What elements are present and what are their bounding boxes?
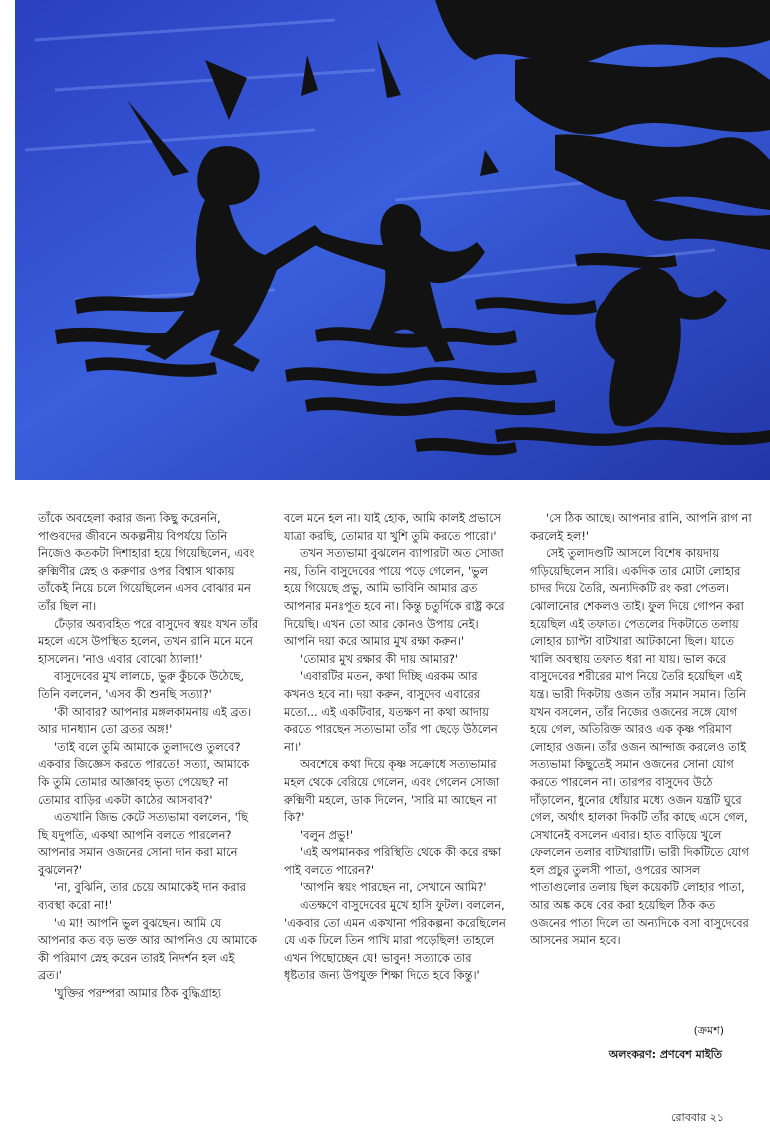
- paragraph: বাসুদেবের মুখ লালচে, ভুরু কুঁচকে উঠেছে, তিনি বললেন, 'এসব কী শুনছি সত্যা?': [38, 669, 244, 701]
- article-column-2: [284, 510, 506, 1058]
- illustration: [15, 0, 770, 480]
- continued-note: (ক্রমশ): [693, 1024, 724, 1037]
- paragraph: 'তাই বলে তুমি আমাকে তুলাদণ্ডে তুলবে? একবার জিজ্ঞেস করতে পারতে! সত্যা, আমাকে কি তুমি তোমার আজ্ঞাবহ ভৃত্য পেয়েছ? না তোমার বাড়ির একটা কাঠের আসবাব?': [38, 739, 250, 807]
- paragraph: 'সে ঠিক আছে। আপনার রানি, আপনি রাগ না করলেই হল!': [530, 511, 752, 543]
- illustration-credit: অলংকরণ: প্রণবেশ মাইতি: [608, 1048, 722, 1061]
- paragraph: 'বলুন প্রভু!': [300, 827, 354, 842]
- article-column-1: [38, 510, 260, 1058]
- paragraph: অবশেষে কথা দিয়ে কৃষ্ণ সক্রোধে সত্যভামার মহল থেকে বেরিয়ে গেলেন, এবং গেলেন সোজা রুক্মিণী মহলে, ডাক দিলেন, 'সারি মা আছেন না কি?': [284, 757, 500, 825]
- paragraph: 'এ মা! আপনি ভুল বুঝছেন। আমি যে আপনার কত বড় ভক্ত আর আপনিও যে আমাকে কী পরিমাণ স্নেহ করেন তারই নিদর্শন হল এই ব্রত।': [38, 915, 257, 983]
- paper-cut-silhouette-illustration: [15, 0, 770, 480]
- article-columns: [38, 510, 752, 1058]
- paragraph: 'না, বুঝিনি, তার চেয়ে আমাকেই দান করার ব্যবস্থা করো না!': [38, 880, 246, 913]
- paragraph: 'এই অপমানকর পরিস্থিতি থেকে কী করে রক্ষা পাই বলতে পারেন?': [284, 845, 501, 877]
- paragraph: 'কী আবার? আপনার মঙ্গলকামনায় এই ব্রত। আর দানধ্যান তো ব্রতর অঙ্গ!': [38, 704, 252, 737]
- paragraph: এতক্ষণে বাসুদেবের মুখে হাসি ফুটল। বললেন, 'একবার তো এমন একখানা পরিকল্পনা করেছিলেন যে এক ঢিলে তিন পাখি মারা পড়েছিল! তাহলে এখন পিছোচ্ছেন যে! ভাবুন! সত্যাকে তার ধৃষ্টতার জন্য উপযুক্ত শিক্ষা দিতে হবে কিন্তু।': [284, 898, 506, 983]
- paragraph: 'যুক্তির পরম্পরা আমার ঠিক বুদ্ধিগ্রাহ্য: [54, 986, 222, 1001]
- paragraph: তাঁকে অবহেলা করার জন্য কিছু করেননি, পাণ্ডবদের জীবনে অকল্পনীয় বিপর্যয়ে তিনি নিজেও কতকটা দিশাহারা হয়ে গিয়েছিলেন, এবং রুক্মিণীর স্নেহ ও করুণার ওপর বিশ্বাস থাকায় তাঁকেই নিয়ে চলে গিয়েছিলেন এসব বোঝার মন তাঁর ছিল না।: [38, 511, 255, 613]
- paragraph: সেই তুলাদণ্ডটি আসলে বিশেষ কায়দায় গড়িয়েছিলেন সারি। একদিক তার মোটা লোহার চাদর দিয়ে তৈরি, অন্যদিকটি রং করা পেতল। ঝোলানোর শেকলও তাই। ফুল দিয়ে গোপন করা হয়েছিল এই তফাত। পেতলের দিকটাতে তলায় লোহার চ্যাপ্টা বাটখারা আটকানো ছিল। যাতে খালি অবস্থায় তফাত ধরা না যায়। ভাল করে বাসুদেবের শরীরের মাপ নিয়ে তৈরি হয়েছিল এই যন্ত্র। ভারী দিকটায় ওজন তাঁর সমান সমান। তিনি যখন বসলেন, তাঁর নিজের ওজনের সঙ্গে যোগ হয়ে গেল, অতিরিক্ত আরও এক কৃষ্ণ পরিমাণ লোহার ওজন। তাঁর ওজন আন্দাজ করলেও তাই সত্যভামা কিছুতেই সমান ওজনের সোনা যোগ করতে পারলেন না। তারপর বাসুদেব উঠে দাঁড়ালেন, ধুনোর ধোঁয়ার মধ্যে ওজন যন্ত্রটি ঘুরে গেল, অর্থাৎ হালকা দিকটি তাঁর কাছে এসে গেল, সেখানেই বসলেন এবার। হাত বাড়িয়ে খুলে ফেললেন তলার বাটখারাটি। ভারী দিকটিতে যোগ হল প্রচুর তুলসী পাতা, ওপরের আসল পাতাগুলোর তলায় ছিল কয়েকটি লোহার পাতা, আর অঙ্ক কষে বের করা হয়েছিল ঠিক কত ওজনের পাতা দিলে তা অন্যদিকে বসা বাসুদেবের আসনের সমান হবে।: [530, 546, 749, 948]
- paragraph: বলে মনে হল না। যাই হোক, আমি কালই প্রভাসে যাত্রা করছি, তোমার যা খুশি তুমি করতে পারো।': [284, 511, 501, 543]
- paragraph: তখন সত্যভামা বুঝলেন ব্যাপারটা অত সোজা নয়, তিনি বাসুদেবের পায়ে পড়ে গেলেন, 'ভুল হয়ে গিয়েছে প্রভু, আমি ভাবিনি আমার ব্রত আপনার মনঃপূত হবে না। কিন্তু চতুর্দিকে রাষ্ট্র করে দিয়েছি। এখন তো আর কোনও উপায় নেই। আপনি দয়া করে আমার মুখ রক্ষা করুন।': [284, 546, 505, 649]
- paragraph: এতখানি জিভ কেটে সত্যভামা বললেন, 'ছি ছি যদুপতি, একথা আপনি বলতে পারলেন? আপনার সমান ওজনের সোনা দান করা মানে বুঝলেন?': [38, 810, 248, 877]
- paragraph: 'এবারটির মতন, কথা দিচ্ছি এরকম আর কখনও হবে না। দয়া করুন, বাসুদেব এবারের মতো... এই একটিবার, যতক্ষণ না কথা আদায় করতে পারছেন সত্যভামা তাঁর পা ছেড়ে উঠলেন না।': [284, 669, 498, 754]
- page-footer: রোববার ২১: [671, 1111, 724, 1124]
- paragraph: 'আপনি স্বয়ং পারছেন না, সেখানে আমি?': [300, 880, 487, 895]
- article-column-3: [530, 510, 752, 1058]
- paragraph: ঢেঁড়ার অব্যবহিত পরে বাসুদেব স্বয়ং যখন তাঁর মহলে এসে উপস্থিত হলেন, তখন রানি মনে মনে হাসলেন। 'নাও এবার বোঝো ঠ্যালা!': [38, 616, 259, 666]
- paragraph: 'তোমার মুখ রক্ষার কী দায় আমার?': [300, 651, 459, 666]
